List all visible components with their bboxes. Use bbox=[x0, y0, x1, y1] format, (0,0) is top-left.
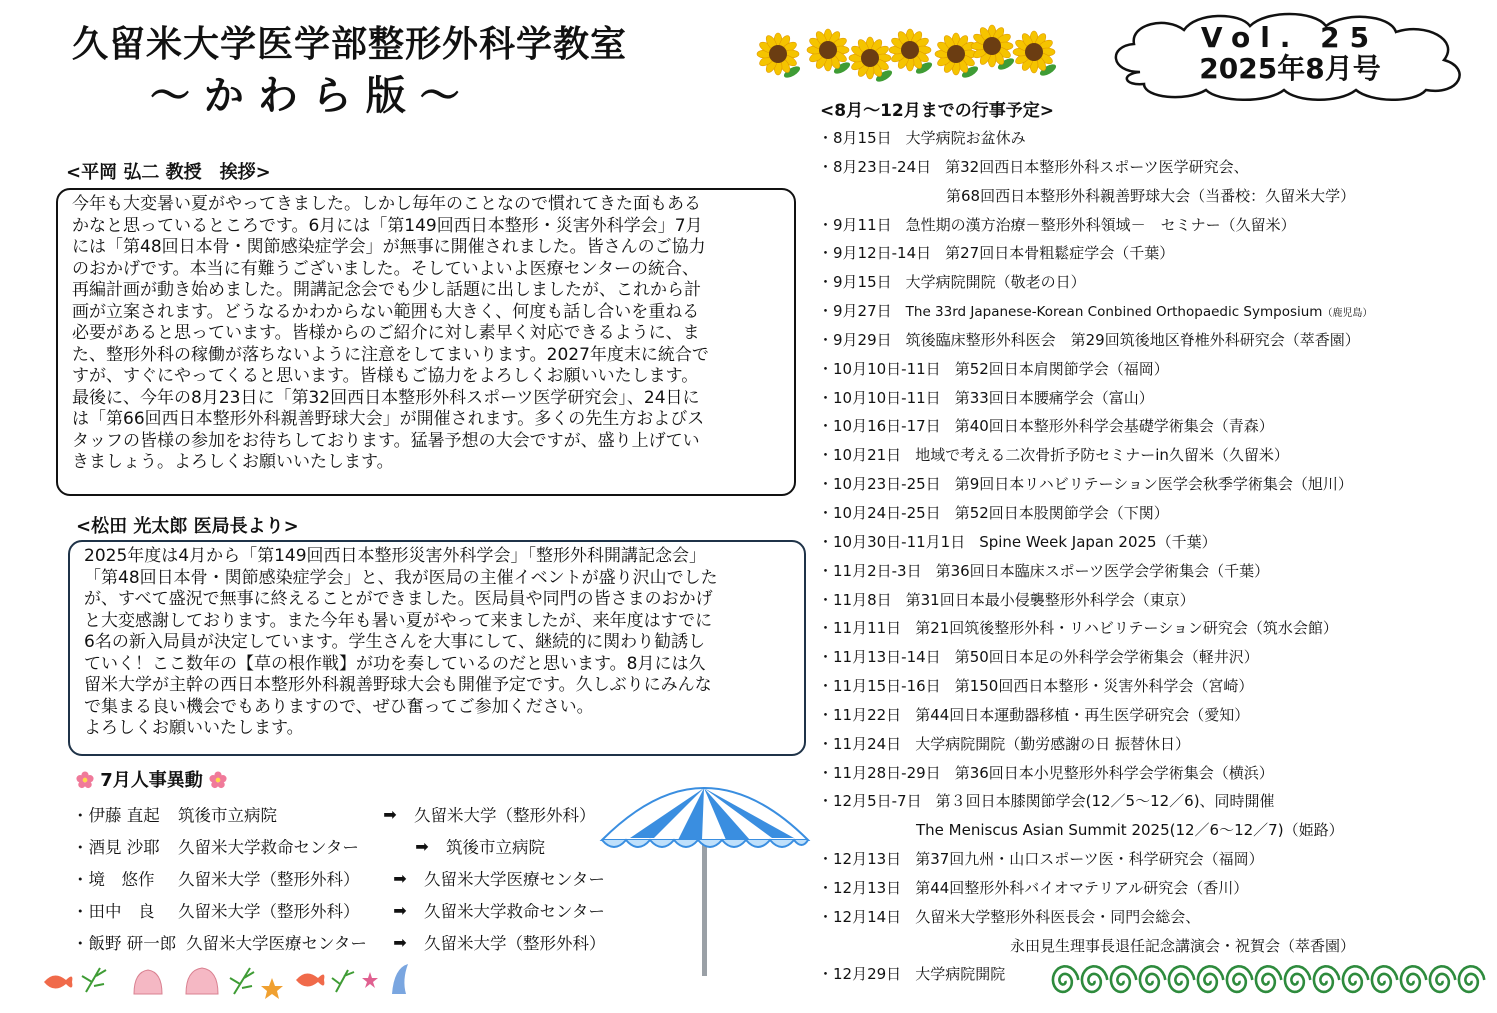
schedule-date: ・8月15日 bbox=[818, 129, 892, 147]
schedule-date: ・12月29日 bbox=[818, 965, 902, 984]
personnel-item bbox=[72, 894, 672, 926]
schedule-date: ・11月28日-29日 bbox=[818, 763, 941, 782]
greeting-heading: <平岡 弘二 教授 挨拶> bbox=[66, 162, 271, 183]
person-to: 久留米大学救命センター bbox=[424, 902, 605, 921]
schedule-item bbox=[818, 412, 1488, 441]
schedule-text: 大学病院開院（勤労感謝の日 振替休日） bbox=[915, 734, 1190, 753]
chief-body: 2025年度は4月から「第149回西日本整形災害外科学会」「整形外科開講記念会」 「第48回日本骨・関節感染症学会」と、我が医局の主催イベントが盛り沢山でした が、すべて盛況で無事に終えることができました。医局員や同門の皆さまのおかげ と大変感謝しております。また今年も暑い夏がやって来ましたが、来年度はすでに 6名の新入局員が決定しています。学生さんを大事にして、継続的に関わり勧誘し ていく！ここ数年の【草の根作戦】が功を奏しているのだと思います。8月には久 留米大学が主幹の西日本整形外科親善野球大会も開催予定です。久しぶりにみんな で集まる良い機会でもありますので、ぜひ奮ってご参加ください。 よろしくお願いいたします。 bbox=[84, 546, 718, 738]
schedule-text: 第44回日本運動器移植・再生医学研究会（愛知） bbox=[915, 705, 1250, 724]
green-spiral-icon bbox=[1082, 966, 1107, 992]
green-spiral-icon bbox=[1169, 966, 1194, 992]
schedule-item bbox=[818, 384, 1488, 413]
right-arrow-icon: ➡ bbox=[383, 804, 397, 824]
schedule-date: ・12月14日 bbox=[818, 907, 902, 926]
person-name: ・境 悠作 bbox=[72, 870, 155, 889]
green-spiral-icon bbox=[1401, 966, 1426, 992]
chief-box bbox=[68, 540, 806, 756]
schedule-text: Spine Week Japan 2025（千葉） bbox=[979, 532, 1217, 551]
green-spiral-icon bbox=[1459, 966, 1484, 992]
person-name: ・田中 良 bbox=[72, 902, 155, 921]
sunflower-icon bbox=[935, 33, 980, 80]
schedule-item bbox=[818, 730, 1488, 759]
schedule-text: 第36回日本臨床スポーツ医学会学術集会（千葉） bbox=[935, 561, 1270, 580]
personnel-item bbox=[72, 798, 672, 830]
schedule-text: 第31回日本最小侵襲整形外科学会（東京） bbox=[905, 590, 1195, 609]
newsletter-title: 久留米大学医学部整形外科学教室 bbox=[72, 24, 628, 65]
personnel-item bbox=[72, 862, 672, 894]
right-arrow-icon: ➡ bbox=[393, 900, 407, 920]
schedule-item bbox=[818, 672, 1488, 701]
schedule-text: 永田見生理事長退任記念講演会・祝賀会（萃香園） bbox=[1010, 936, 1356, 955]
issue-badge bbox=[1150, 22, 1430, 84]
schedule-text: 第52回日本肩関節学会（福岡） bbox=[954, 359, 1169, 378]
schedule-date: ・10月23日-25日 bbox=[818, 475, 941, 494]
schedule-date: ・10月10日-11日 bbox=[818, 359, 941, 378]
person-from: 久留米大学（整形外科） bbox=[178, 902, 360, 921]
schedule-date: ・11月13日-14日 bbox=[818, 648, 941, 667]
schedule-item bbox=[818, 787, 1488, 816]
schedule-text: 急性期の漢方治療－整形外科領域－ セミナー（久留米） bbox=[905, 215, 1296, 234]
schedule-date: ・8月23日-24日 bbox=[818, 157, 932, 176]
schedule-date: ・9月12日-14日 bbox=[818, 244, 932, 263]
green-spiral-icon bbox=[1314, 966, 1339, 992]
schedule-date: ・12月13日 bbox=[818, 850, 902, 869]
green-spiral-icon bbox=[1343, 966, 1368, 992]
schedule-text: 第50回日本足の外科学会学術集会（軽井沢） bbox=[954, 648, 1259, 667]
schedule-item bbox=[818, 874, 1488, 903]
schedule-item-continuation bbox=[818, 816, 1488, 845]
schedule-heading: <8月～12月までの行事予定> bbox=[820, 101, 1054, 121]
schedule-text: 第21回筑後整形外科・リハビリテーション研究会（筑水会館） bbox=[915, 619, 1338, 638]
sunflower-icon bbox=[889, 29, 934, 76]
schedule-date: ・10月10日-11日 bbox=[818, 388, 941, 407]
schedule-item bbox=[818, 441, 1488, 470]
schedule-text: 第150回西日本整形・災害外科学会（宮崎） bbox=[954, 677, 1254, 696]
schedule-text: 第32回西日本整形外科スポーツ医学研究会、 bbox=[945, 157, 1249, 176]
schedule-text: 第27回日本骨粗鬆症学会（千葉） bbox=[945, 244, 1175, 263]
green-spiral-icon bbox=[1227, 966, 1252, 992]
schedule-text: 第36回日本小児整形外科学会学術集会（横浜） bbox=[954, 763, 1274, 782]
schedule-date: ・11月15日-16日 bbox=[818, 677, 941, 696]
person-name: ・酒見 沙耶 bbox=[72, 838, 160, 857]
right-arrow-icon: ➡ bbox=[393, 868, 407, 888]
schedule-item bbox=[818, 268, 1488, 297]
schedule-date: ・11月24日 bbox=[818, 734, 902, 753]
sunflower-icon bbox=[1013, 31, 1058, 78]
schedule-text: 第68回西日本整形外科親善野球大会（当番校：久留米大学） bbox=[946, 186, 1356, 205]
schedule-item-continuation bbox=[818, 932, 1488, 961]
schedule-text: 大学病院開院（敬老の日） bbox=[905, 273, 1086, 292]
schedule-list bbox=[818, 124, 1488, 989]
green-spiral-icon bbox=[1198, 966, 1223, 992]
schedule-text: 第３回日本膝関節学会(12／5～12／6)、同時開催 bbox=[935, 792, 1275, 811]
schedule-date: ・10月24日-25日 bbox=[818, 503, 941, 522]
schedule-date: ・11月8日 bbox=[818, 590, 892, 609]
sunflower-icon bbox=[849, 37, 894, 84]
green-spiral-icon bbox=[1050, 960, 1486, 1002]
person-from: 久留米大学（整形外科） bbox=[178, 870, 360, 889]
sunflower-icon bbox=[971, 25, 1016, 72]
schedule-text: 大学病院お盆休み bbox=[905, 129, 1026, 147]
schedule-date: ・12月5日-7日 bbox=[818, 792, 922, 811]
personnel-item bbox=[72, 830, 672, 862]
schedule-item bbox=[818, 759, 1488, 788]
green-spiral-icon bbox=[1285, 966, 1310, 992]
schedule-item bbox=[818, 153, 1488, 182]
greeting-box bbox=[56, 188, 796, 496]
schedule-item bbox=[818, 211, 1488, 240]
schedule-date: ・9月29日 bbox=[818, 330, 892, 349]
person-to: 筑後市立病院 bbox=[446, 838, 545, 857]
schedule-item bbox=[818, 239, 1488, 268]
schedule-text: The Meniscus Asian Summit 2025(12／6～12／7)（姫路） bbox=[916, 821, 1344, 840]
green-spiral-icon bbox=[1430, 966, 1455, 992]
green-spiral-icon bbox=[1111, 966, 1136, 992]
beach-parasol-icon bbox=[594, 782, 816, 978]
person-from: 久留米大学救命センター bbox=[178, 838, 359, 857]
schedule-text: 第33回日本腰痛学会（富山） bbox=[954, 388, 1154, 407]
person-name: ・伊藤 直起 bbox=[72, 806, 160, 825]
schedule-item bbox=[818, 355, 1488, 384]
right-arrow-icon: ➡ bbox=[415, 836, 429, 856]
schedule-text: 第52回日本股関節学会（下関） bbox=[954, 503, 1169, 522]
personnel-heading-text: 7月人事異動 bbox=[100, 770, 203, 791]
pink-flower-icon bbox=[209, 771, 227, 789]
personnel-heading bbox=[76, 766, 227, 792]
schedule-text: The 33rd Japanese-Korean Conbined Orthopaedic Symposium bbox=[905, 304, 1323, 321]
pink-flower-icon bbox=[76, 771, 94, 789]
schedule-item bbox=[818, 845, 1488, 874]
schedule-text: 地域で考える二次骨折予防セミナーin久留米（久留米） bbox=[915, 446, 1289, 465]
green-spiral-icon bbox=[1372, 966, 1397, 992]
schedule-item bbox=[818, 614, 1488, 643]
schedule-text: 第9回日本リハビリテーション医学会秋季学術集会（旭川） bbox=[954, 475, 1353, 494]
issue-date: 2025年8月号 bbox=[1199, 52, 1381, 85]
schedule-item bbox=[818, 528, 1488, 557]
schedule-item bbox=[818, 586, 1488, 615]
schedule-item bbox=[818, 124, 1488, 153]
schedule-text: 筑後臨床整形外科医会 第29回筑後地区脊椎外科研究会（萃香園） bbox=[905, 330, 1360, 349]
sunflower-icon bbox=[752, 24, 1074, 86]
green-spiral-icon bbox=[1140, 966, 1165, 992]
schedule-date: ・9月11日 bbox=[818, 215, 892, 234]
person-name: ・飯野 研一郎 bbox=[72, 934, 177, 953]
schedule-text: 大学病院開院 bbox=[915, 965, 1006, 984]
newsletter-subtitle: ～ か わ ら 版 ～ bbox=[150, 73, 460, 119]
green-spiral-icon bbox=[1256, 966, 1281, 992]
schedule-date: ・11月2日-3日 bbox=[818, 561, 922, 580]
schedule-item bbox=[818, 903, 1488, 932]
personnel-item bbox=[72, 926, 672, 958]
person-to: 久留米大学（整形外科） bbox=[414, 806, 596, 825]
person-to: 久留米大学医療センター bbox=[424, 870, 605, 889]
chief-heading: <松田 光太郎 医局長より> bbox=[76, 516, 299, 537]
sunflower-icon bbox=[757, 33, 802, 80]
schedule-date: ・10月16日-17日 bbox=[818, 417, 941, 436]
schedule-text: 第40回日本整形外科学会基礎学術集会（青森） bbox=[954, 417, 1274, 436]
person-to: 久留米大学（整形外科） bbox=[424, 934, 606, 953]
schedule-date: ・12月13日 bbox=[818, 878, 902, 897]
schedule-item bbox=[818, 643, 1488, 672]
right-arrow-icon: ➡ bbox=[393, 932, 407, 952]
schedule-item bbox=[818, 557, 1488, 586]
greeting-body: 今年も大変暑い夏がやってきました。しかし毎年のことなので慣れてきた面もある かなと思っているところです。6月には「第149回西日本整形・災害外科学会」7月 には「第48回日本骨・関節感染症学会」が無事に開催されました。皆さんのご協力 のおかげです。本当に有難うございました。そしていよいよ医療センターの統合、 再編計画が動き始めました。開講記念会でも少し話題に出しましたが、これから計 画が立案されます。どうなるかわからない範囲も大きく、何度も話し合いを重ねる 必要があると思っています。皆様からのご紹介に対し素早く対応できるように、ま た、整形外科の稼働が落ちないように注意をしてまいります。2027年度末に統合で すが、すぐにやってくると思います。皆様もご協力をよろしくお願いいたします。 最後に、今年の8月23日に「第32回西日本整形外科スポーツ医学研究会」、24日に は「第66回西日本整形外科親善野球大会」が開催されます。多くの先生方およびス タッフの皆様の参加をお待ちしております。猛暑予想の大会ですが、盛り上げてい きましょう。よろしくお願いいたします。 bbox=[72, 194, 709, 472]
volume-number: Vol. 25 bbox=[1200, 21, 1380, 54]
schedule-date: ・10月30日-11月1日 bbox=[818, 532, 966, 551]
personnel-list bbox=[72, 798, 672, 958]
schedule-date: ・10月21日 bbox=[818, 446, 902, 465]
schedule-item bbox=[818, 326, 1488, 355]
schedule-item bbox=[818, 297, 1488, 326]
person-from: 筑後市立病院 bbox=[178, 806, 277, 825]
seashell-garland-icon bbox=[36, 958, 416, 1002]
schedule-text: 久留米大学整形外科医長会・同門会総会、 bbox=[915, 907, 1201, 926]
schedule-date: ・11月11日 bbox=[818, 619, 902, 638]
green-spiral-icon bbox=[1053, 966, 1078, 992]
schedule-date: ・9月27日 bbox=[818, 302, 892, 321]
schedule-text: 第37回九州・山口スポーツ医・科学研究会（福岡） bbox=[915, 850, 1264, 869]
schedule-item bbox=[818, 470, 1488, 499]
person-from: 久留米大学医療センター bbox=[186, 934, 367, 953]
schedule-date: ・11月22日 bbox=[818, 705, 902, 724]
sunflower-icon bbox=[807, 29, 852, 76]
schedule-text: 第44回整形外科バイオマテリアル研究会（香川） bbox=[915, 878, 1249, 897]
schedule-item bbox=[818, 499, 1488, 528]
schedule-item bbox=[818, 701, 1488, 730]
schedule-date: ・9月15日 bbox=[818, 273, 892, 292]
schedule-item-continuation bbox=[818, 182, 1488, 211]
schedule-note: （鹿児島） bbox=[1322, 308, 1373, 320]
